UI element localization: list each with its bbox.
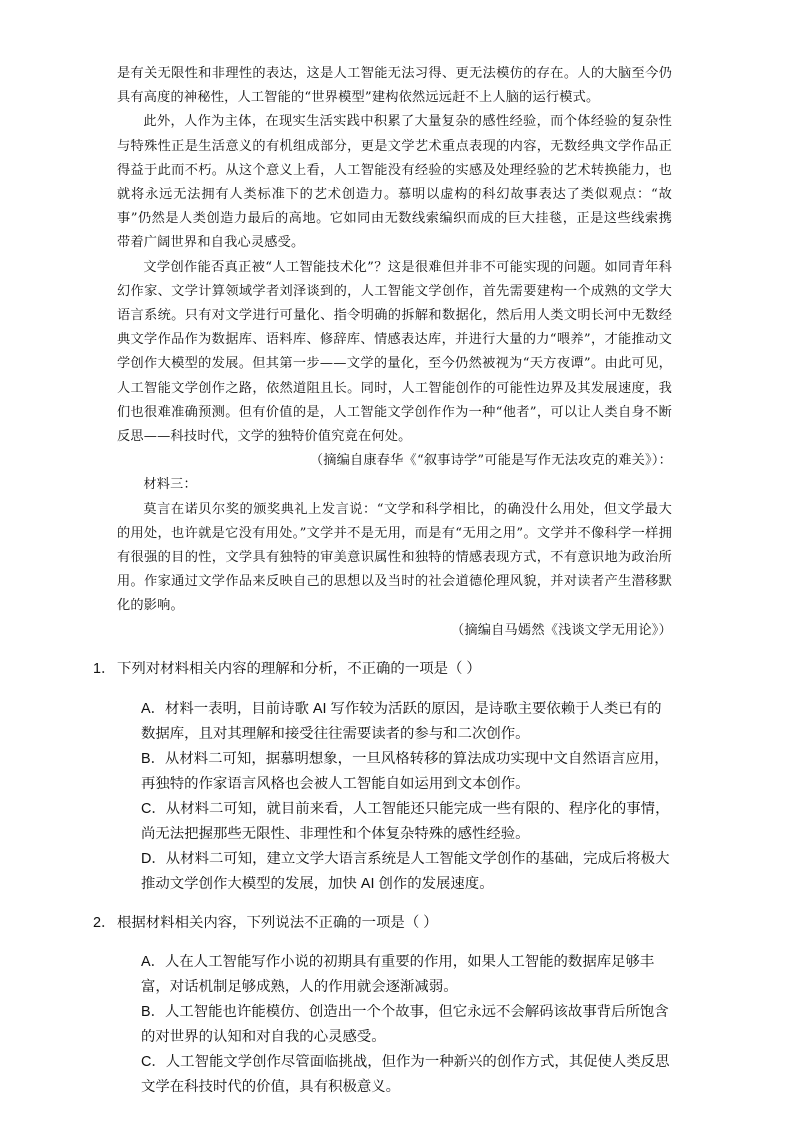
source-citation-kang: （摘编自康春华《“叙事诗学”可能是写作无法攻克的难关》）： — [309, 453, 672, 469]
paragraph-continued: 是有关无限性和非理性的表达，这是人工智能无法习得、更无法模仿的存在。人的大脑至今仍具有高度的神秘性，人工智能的“世界模型”建构依然远远赶不上人脑的运行模式。 — [117, 66, 672, 106]
exam-page — [93, 62, 672, 1100]
question-number: 2． — [93, 915, 116, 932]
option-c[interactable]: C．人工智能文学创作尽管面临挑战，但作为一种新兴的创作方式，其促使人类反思文学在科技时代的价值，具有积极意义。 — [141, 1054, 670, 1096]
questions-section — [93, 657, 672, 1100]
question-2 — [93, 911, 672, 1100]
question-stem: 根据材料相关内容，下列说法不正确的一项是（ ） — [117, 915, 438, 932]
question-1 — [93, 657, 672, 896]
material-three-heading: 材料三： — [143, 477, 197, 493]
option-a[interactable]: A．材料一表明，目前诗歌 AI 写作较为活跃的原因，是诗歌主要依赖于人类已有的数据库，且对其理解和接受往往需要读者的参与和二次创作。 — [141, 700, 662, 742]
option-b[interactable]: B．从材料二可知，据慕明想象，一旦风格转移的算法成功实现中文自然语言应用，再独特的作家语言风格也会被人工智能自如运用到文本创作。 — [141, 750, 669, 792]
paragraph-experience: 此外，人作为主体，在现实生活实践中积累了大量复杂的感性经验，而个体经验的复杂性与特殊性正是生活意义的有机组成部分，更是文学艺术重点表现的内容，无数经典文学作品正得益于此而不朽。从这个意义上看，人工智能没有经验的实感及处理经验的艺术转换能力，也就将永远无法拥有人类标准下的艺术创造力。慕明以虚构的科幻故事表达了类似观点：“故事”仍然是人类创造力最后的高地。它如同由无数线索编织而成的巨大挂毯，正是这些线索携带着广阔世界和自我心灵感受。 — [117, 114, 672, 251]
option-b[interactable]: B．人工智能也许能模仿、创造出一个个故事，但它永远不会解码该故事背后所饱含的对世界的认知和对自我的心灵感受。 — [141, 1004, 669, 1046]
option-d[interactable]: D．从材料二可知，建立文学大语言系统是人工智能文学创作的基础，完成后将极大推动文学创作大模型的发展，加快 AI 创作的发展速度。 — [141, 850, 670, 892]
option-a[interactable]: A．人在人工智能写作小说的初期具有重要的作用，如果人工智能的数据库足够丰富，对话机制足够成熟，人的作用就会逐渐减弱。 — [141, 954, 655, 996]
source-citation-ma: （摘编自马嫣然《浅谈文学无用论》） — [451, 622, 672, 638]
question-stem: 下列对材料相关内容的理解和分析，不正确的一项是（ ） — [117, 661, 481, 678]
paragraph-quantification: 文学创作能否真正被“人工智能技术化”？这是很难但并非不可能实现的问题。如同青年科幻作家、文学计算领域学者刘泽谈到的，人工智能文学创作，首先需要建构一个成熟的文学大语言系统。只有对文学进行可量化、指令明确的拆解和数据化，然后用人类文明长河中无数经典文学作品作为数据库、语料库、修辞库、情感表达库，并进行大量的力“喂养”，才能推动文学创作大模型的发展。但其第一步——文学的量化，至今仍然被视为“天方夜谭”。由此可见，人工智能文学创作之路，依然道阻且长。同时，人工智能创作的可能性边界及其发展速度，我们也很难准确预测。但有价值的是，人工智能文学创作作为一种“他者”，可以让人类自身不断反思——科技时代，文学的独特价值究竟在何处。 — [117, 259, 672, 445]
material-two-text — [117, 62, 672, 643]
question-number: 1． — [93, 661, 116, 678]
paragraph-moyan: 莫言在诺贝尔奖的颁奖典礼上发言说：“文学和科学相比，的确没什么用处，但文学最大的用处，也许就是它没有用处。”文学并不是无用，而是有“无用之用”。文学并不像科学一样拥有很强的目的性，文学具有独特的审美意识属性和独特的情感表现方式，不有意识地为政治所用。作家通过文学作品来反映自己的思想以及当时的社会道德伦理风貌，并对读者产生潜移默化的影响。 — [117, 501, 672, 614]
option-c[interactable]: C．从材料二可知，就目前来看，人工智能还只能完成一些有限的、程序化的事情，尚无法把握那些无限性、非理性和个体复杂特殊的感性经验。 — [141, 800, 670, 842]
